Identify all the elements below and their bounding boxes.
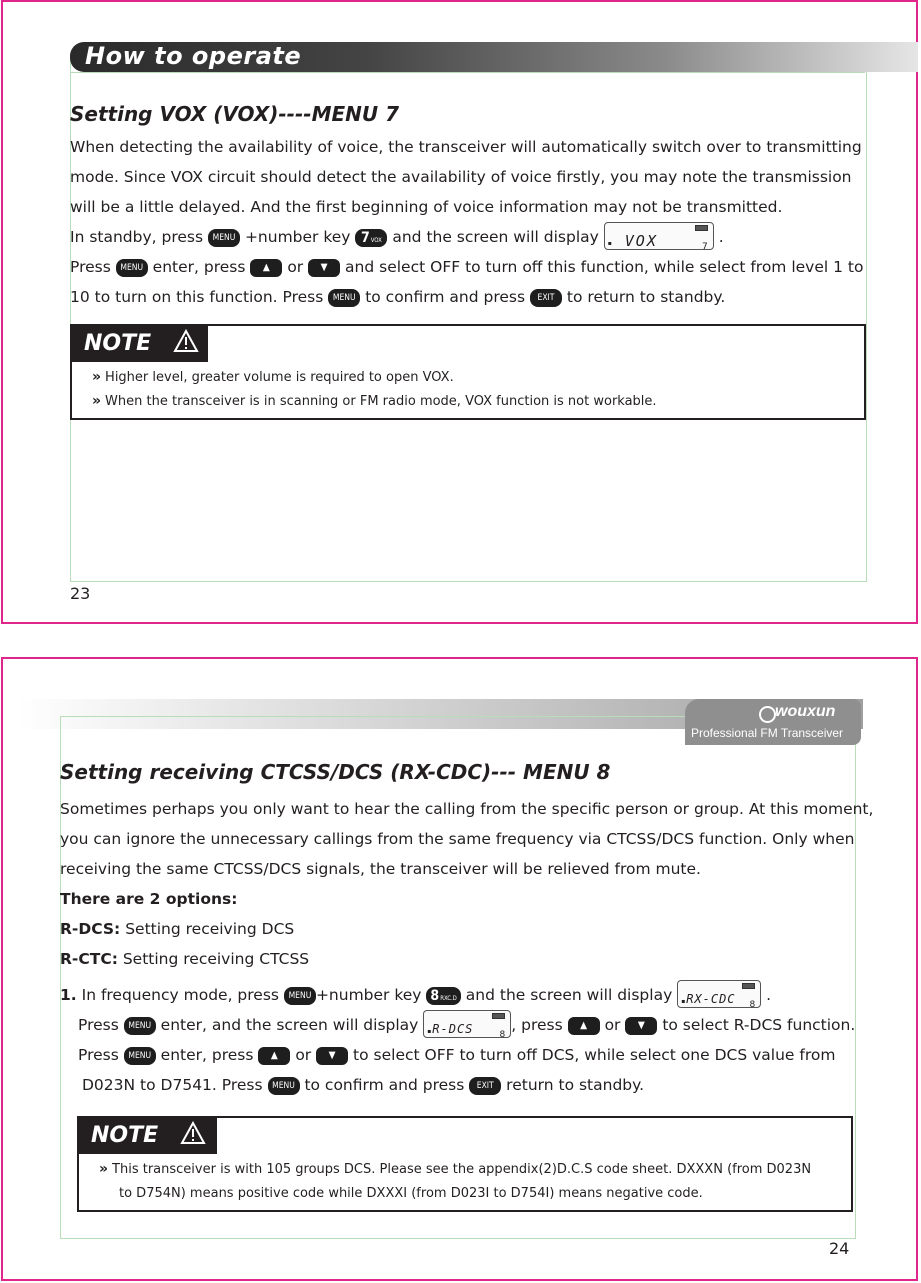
intro-line: When detecting the availability of voice, the transceiver will automatically switch over to transmitting (70, 138, 862, 156)
menu-key-icon: MENU (208, 229, 240, 247)
step-text: return to standby. (506, 1076, 645, 1094)
lcd-text: R-DCS (432, 1021, 474, 1036)
note-text: When the transceiver is in scanning or FM radio mode, VOX function is not workable. (105, 394, 657, 409)
lcd-digit: 8 (749, 999, 756, 1010)
section-title: Setting VOX (VOX)----MENU 7 (70, 102, 400, 126)
note-item (92, 366, 454, 389)
logo-name: wouxun (775, 703, 836, 720)
key-sub-label: VOX (370, 236, 382, 244)
header-title: How to operate (85, 42, 302, 70)
step-text: enter, and the screen will display (160, 1016, 419, 1034)
note-box (77, 1116, 853, 1212)
note-box (70, 324, 866, 420)
menu-key-icon: MENU (116, 259, 148, 277)
note-item (92, 390, 657, 413)
menu-key-icon: MENU (124, 1017, 156, 1035)
step-text: . (718, 228, 724, 246)
lcd-display-r-dcs (423, 1010, 511, 1038)
step-line-4 (60, 1070, 873, 1100)
lcd-digit: 8 (499, 1029, 506, 1040)
step-text: 10 to turn on this function. Press (70, 288, 324, 306)
intro-line: mode. Since VOX circuit should detect the availability of voice firstly, you may note the transmission (70, 168, 852, 186)
note-header (79, 1118, 217, 1154)
step-line-1 (60, 980, 873, 1010)
battery-icon (695, 225, 708, 231)
option-label: R-CTC: (60, 950, 118, 968)
option-text: Setting receiving DCS (125, 920, 295, 938)
signal-indicator-icon: ▪ (427, 1027, 432, 1035)
up-key-icon: ▲ (250, 259, 282, 277)
step-text: , press (511, 1016, 563, 1034)
menu-key-icon: MENU (124, 1047, 156, 1065)
step-text: D023N to D7541. Press (82, 1076, 263, 1094)
battery-icon (492, 1013, 505, 1019)
step-text: or (287, 258, 304, 276)
step-text: Press (78, 1016, 119, 1034)
down-key-icon: ▼ (316, 1047, 348, 1065)
chevron-right-icon: » (99, 1161, 109, 1177)
key-digit: 7 (360, 229, 370, 246)
section-title: Setting receiving CTCSS/DCS (RX-CDC)--- MENU 8 (60, 760, 611, 784)
step-text: . (766, 986, 772, 1004)
page-23 (1, 0, 918, 624)
down-key-icon: ▼ (625, 1017, 657, 1035)
step-line-3 (60, 1040, 873, 1070)
step-text: enter, press (152, 258, 246, 276)
note-title: NOTE (91, 1123, 159, 1148)
battery-icon (742, 983, 755, 989)
up-key-icon: ▲ (568, 1017, 600, 1035)
step-text: and the screen will display (392, 228, 599, 246)
lcd-display-vox (604, 222, 714, 250)
key-digit: 8 (430, 987, 440, 1004)
step-text: +number key (244, 228, 351, 246)
menu-key-icon: MENU (328, 289, 360, 307)
up-key-icon: ▲ (258, 1047, 290, 1065)
exit-key-icon: EXIT (530, 289, 562, 307)
key-sub-label: RXC.D (440, 994, 457, 1002)
logo-mark-icon (759, 706, 776, 723)
step-number: 1. (60, 986, 77, 1004)
step-text: to return to standby. (566, 288, 726, 306)
logo-tagline: Professional FM Transceiver (691, 726, 844, 740)
step-line-1 (70, 222, 863, 252)
number-key-8-icon (426, 987, 460, 1005)
note-item-continued: to D754N) means positive code while DXXXI (from D023I to D754I) means negative code. (119, 1186, 703, 1201)
option-item (60, 914, 873, 944)
step-text: In frequency mode, press (81, 986, 279, 1004)
signal-indicator-icon: ▪ (607, 239, 612, 247)
section-body (60, 794, 873, 1100)
note-title: NOTE (84, 331, 152, 356)
chevron-right-icon: » (92, 369, 102, 385)
step-text: or (604, 1016, 621, 1034)
chevron-right-icon: » (92, 393, 102, 409)
brand-logo (685, 699, 861, 745)
note-text: Higher level, greater volume is required to open VOX. (105, 370, 454, 385)
page-24 (1, 657, 918, 1281)
step-text: and select OFF to turn off this function, while select from level 1 to (345, 258, 864, 276)
number-key-7-icon (355, 229, 387, 247)
note-text: This transceiver is with 105 groups DCS. Please see the appendix(2)D.C.S code sheet. DXXXN (from D023N (112, 1162, 812, 1177)
header-divider (70, 72, 865, 73)
intro-line: will be a little delayed. And the first beginning of voice information may not be transmitted. (70, 198, 783, 216)
step-text: to confirm and press (365, 288, 526, 306)
step-text: Press (70, 258, 111, 276)
step-text: to confirm and press (304, 1076, 465, 1094)
lcd-text: RX-CDC (686, 991, 736, 1006)
step-text: to select R-DCS function. (662, 1016, 856, 1034)
step-line-2 (70, 252, 863, 282)
exit-key-icon: EXIT (469, 1077, 501, 1095)
down-key-icon: ▼ (308, 259, 340, 277)
menu-key-icon: MENU (268, 1077, 300, 1095)
step-text: or (295, 1046, 312, 1064)
lcd-display-rx-cdc (677, 980, 761, 1008)
option-item (60, 944, 873, 974)
step-text: to select OFF to turn off DCS, while select one DCS value from (353, 1046, 836, 1064)
step-text: and the screen will display (465, 986, 673, 1004)
step-text: Press (78, 1046, 119, 1064)
step-text: enter, press (160, 1046, 254, 1064)
lcd-text: VOX (624, 231, 658, 250)
intro-line: Sometimes perhaps you only want to hear the calling from the specific person or group. At this moment, (60, 800, 874, 818)
page-number: 23 (70, 584, 91, 603)
page-number: 24 (829, 1239, 850, 1258)
section-body (70, 132, 863, 312)
options-heading: There are 2 options: (60, 890, 238, 908)
warning-icon (180, 1121, 206, 1145)
option-text: Setting receiving CTCSS (122, 950, 310, 968)
step-text: In standby, press (70, 228, 204, 246)
warning-icon (173, 329, 199, 353)
menu-key-icon: MENU (284, 987, 316, 1005)
intro-line: receiving the same CTCSS/DCS signals, the transceiver will be relieved from mute. (60, 860, 701, 878)
intro-line: you can ignore the unnecessary callings from the same frequency via CTCSS/DCS function. Only when (60, 830, 855, 848)
step-line-3 (70, 282, 863, 312)
note-header (72, 326, 208, 362)
step-text: +number key (315, 986, 422, 1004)
signal-indicator-icon: ▪ (681, 997, 686, 1005)
note-item (99, 1158, 811, 1181)
lcd-digit: 7 (702, 241, 708, 252)
option-label: R-DCS: (60, 920, 121, 938)
